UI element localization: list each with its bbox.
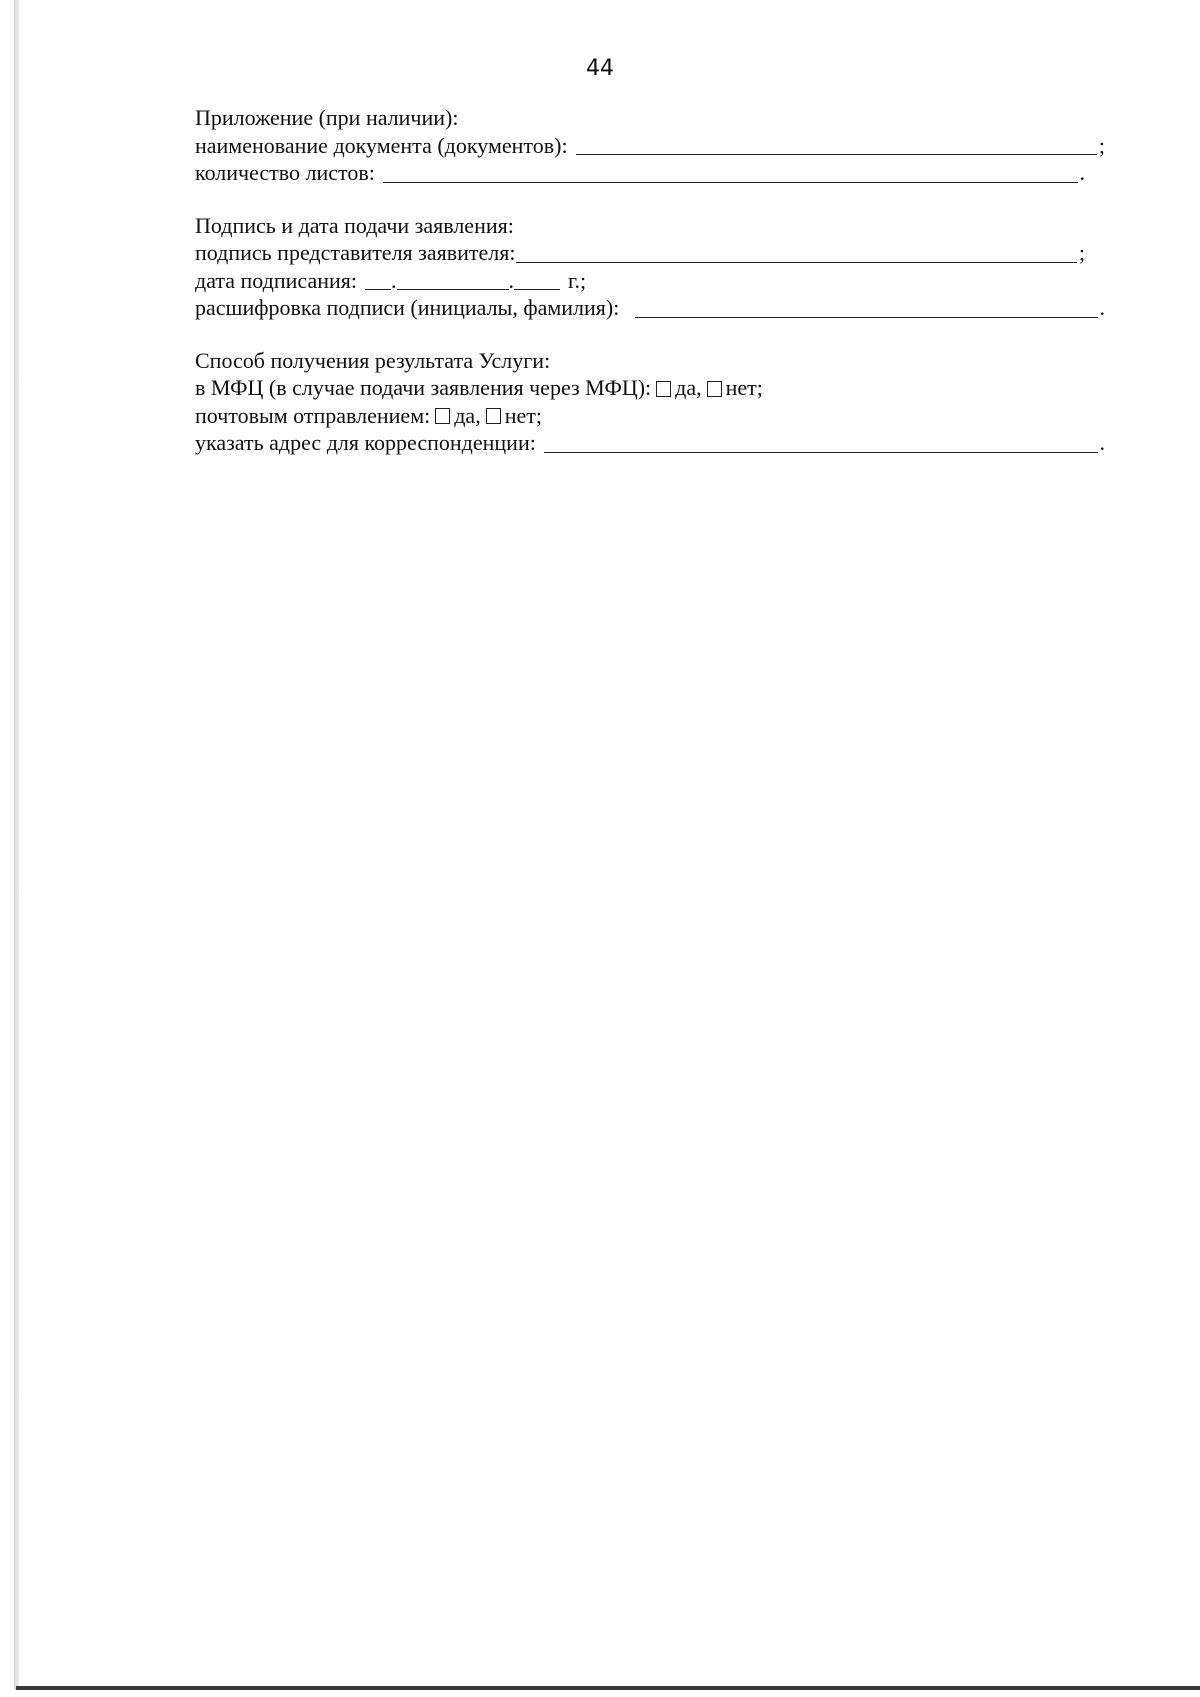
address-line (195, 429, 1105, 457)
mfc-no-checkbox[interactable] (707, 381, 722, 397)
doc-name-field[interactable] (576, 132, 1097, 155)
attachment-header: Приложение (при наличии): (195, 105, 459, 130)
mail-no-label: нет; (504, 402, 542, 428)
rep-signature-label: подпись представителя заявителя: (195, 240, 516, 265)
rep-signature-end: ; (1078, 240, 1085, 265)
mail-yes-checkbox[interactable] (435, 408, 450, 424)
mfc-option-label: в МФЦ (в случае подачи заявления через МФЦ): (195, 375, 652, 400)
sheets-end: . (1079, 160, 1085, 185)
signature-header-line (195, 212, 1105, 240)
mail-no-checkbox[interactable] (486, 408, 501, 424)
page-number: 44 (586, 56, 614, 81)
decode-signature-line (195, 294, 1105, 322)
sign-date-sep1: . (391, 267, 397, 293)
decode-signature-end: . (1099, 295, 1105, 320)
scan-bottom-edge (16, 1686, 1200, 1690)
doc-name-line (195, 132, 1105, 160)
sign-date-month-field[interactable] (397, 267, 509, 290)
sign-date-day-field[interactable] (365, 267, 391, 290)
result-method-section (195, 347, 1105, 457)
address-field[interactable] (544, 430, 1098, 453)
address-label: указать адрес для корреспонденции: (195, 430, 536, 455)
sign-date-sep2: . (508, 267, 514, 293)
mail-option-line (195, 402, 1105, 430)
rep-signature-line (195, 239, 1085, 267)
address-end: . (1099, 430, 1105, 455)
scan-left-edge (14, 0, 19, 1690)
sign-date-suffix: г.; (568, 267, 587, 293)
signature-header: Подпись и дата подачи заявления: (195, 212, 514, 238)
signature-section (195, 212, 1105, 322)
sign-date-label: дата подписания: (195, 267, 357, 293)
mfc-yes-label: да, (675, 375, 702, 400)
sign-date-line (195, 267, 1105, 295)
attachment-section (195, 104, 1105, 187)
doc-name-label: наименование документа (документов): (195, 132, 568, 158)
sheets-line (195, 159, 1085, 187)
mail-yes-label: да, (454, 402, 481, 428)
decode-signature-label: расшифровка подписи (инициалы, фамилия): (195, 295, 620, 320)
result-method-header: Способ получения результата Услуги: (195, 347, 551, 373)
decode-signature-field[interactable] (635, 295, 1097, 318)
form-content (195, 104, 1105, 457)
doc-name-end: ; (1098, 132, 1105, 158)
mail-option-label: почтовым отправлением: (195, 402, 431, 428)
rep-signature-field[interactable] (516, 240, 1077, 263)
result-method-header-line (195, 347, 1105, 375)
mfc-yes-checkbox[interactable] (656, 381, 671, 397)
sheets-field[interactable] (383, 160, 1078, 183)
mfc-no-label: нет; (725, 375, 763, 400)
sign-date-year-field[interactable] (514, 267, 560, 290)
attachment-header-line (195, 104, 1105, 132)
sheets-label: количество листов: (195, 160, 375, 185)
mfc-option-line (195, 374, 1105, 402)
